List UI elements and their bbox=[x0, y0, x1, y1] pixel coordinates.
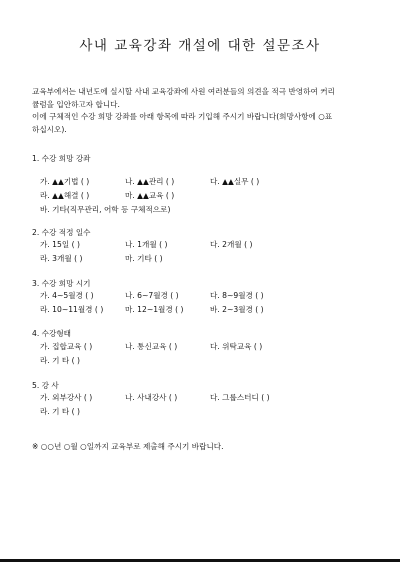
option-item[interactable]: 나. 통신교육 ( ) bbox=[125, 342, 178, 351]
option-item[interactable]: 나. 사내강사 ( ) bbox=[125, 393, 178, 402]
option-item[interactable]: 마. ▲▲교육 ( ) bbox=[125, 191, 175, 200]
option-item[interactable]: 라. 10~11월경 ( ) bbox=[40, 305, 104, 314]
option-item[interactable]: 바. 기타(직무관리, 어학 등 구체적으로) bbox=[40, 205, 171, 214]
option-item[interactable]: 다. 8~9월경 ( ) bbox=[210, 291, 264, 300]
option-item[interactable]: 라. 기 타 ( ) bbox=[40, 356, 81, 365]
option-item[interactable]: 나. 6~7월경 ( ) bbox=[125, 291, 179, 300]
option-item[interactable]: 마. 12~1월경 ( ) bbox=[125, 305, 184, 314]
intro-line-1: 교육부에서는 내년도에 실시할 사내 교육강좌에 사원 여러분들의 의견을 적극 반영하여 커리 bbox=[32, 87, 335, 96]
section-heading: 2. 수강 적정 일수 bbox=[32, 228, 91, 237]
section-heading: 3. 수강 희망 시기 bbox=[32, 279, 91, 288]
intro-line-4: 하십시오). bbox=[32, 124, 67, 134]
option-item[interactable]: 라. 3개월 ( ) bbox=[40, 254, 83, 263]
option-item[interactable]: 다. 2개월 ( ) bbox=[210, 240, 253, 249]
section-desired-course bbox=[32, 153, 260, 214]
option-item[interactable]: 다. ▲▲실무 ( ) bbox=[210, 177, 260, 186]
option-item[interactable]: 바. 2~3월경 ( ) bbox=[210, 305, 264, 314]
bottom-divider bbox=[0, 559, 400, 562]
section-desired-period bbox=[32, 278, 264, 314]
section-instructor bbox=[32, 380, 270, 416]
intro-paragraph bbox=[32, 86, 352, 136]
option-item[interactable]: 라. 기 타 ( ) bbox=[40, 407, 81, 416]
option-item[interactable]: 가. 외부강사 ( ) bbox=[40, 393, 93, 402]
option-item[interactable]: 나. 1개월 ( ) bbox=[125, 240, 168, 249]
option-item[interactable]: 다. 위탁교육 ( ) bbox=[210, 342, 263, 351]
section-heading: 1. 수강 희망 강좌 bbox=[32, 154, 91, 163]
option-item[interactable]: 가. 15일 ( ) bbox=[40, 240, 80, 249]
document-title: 사내 교육강좌 개설에 대한 설문조사 bbox=[79, 38, 321, 54]
section-course-format bbox=[32, 328, 263, 365]
intro-line-3: 이에 구체적인 수강 희망 강좌를 아래 항목에 따라 기입해 주시기 바랍니다(희망사항에 ○표 bbox=[32, 112, 333, 121]
option-item[interactable]: 가. 4~5월경 ( ) bbox=[40, 291, 94, 300]
option-item[interactable]: 다. 그룹스터디 ( ) bbox=[210, 393, 270, 402]
section-heading: 5. 강 사 bbox=[32, 381, 59, 390]
section-course-duration bbox=[32, 227, 253, 263]
option-item[interactable]: 마. 기타 ( ) bbox=[125, 254, 163, 263]
option-item[interactable]: 나. ▲▲관리 ( ) bbox=[125, 177, 175, 186]
option-item[interactable]: 가. 집합교육 ( ) bbox=[40, 342, 93, 351]
submission-note: ※ ○○년 ○월 ○일까지 교육부로 제출해 주시기 바랍니다. bbox=[32, 442, 224, 451]
intro-line-2: 큘럼을 입안하고자 합니다. bbox=[32, 99, 120, 109]
section-heading: 4. 수강형태 bbox=[32, 329, 72, 338]
option-item[interactable]: 가. ▲▲기법 ( ) bbox=[40, 177, 90, 186]
option-item[interactable]: 라. ▲▲해결 ( ) bbox=[40, 191, 90, 200]
